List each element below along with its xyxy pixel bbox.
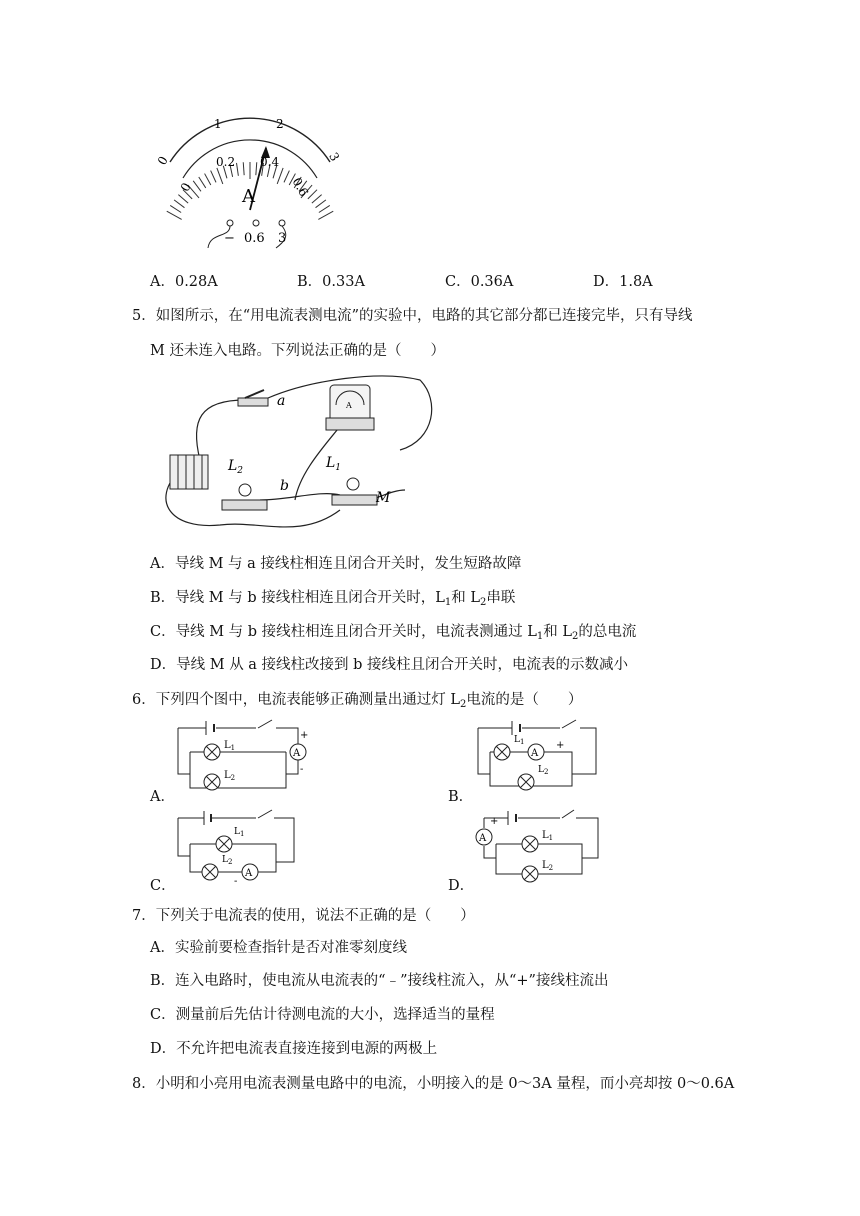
scale-bottom-0.6: 0.6: [289, 175, 312, 199]
dial-tick: [284, 171, 289, 183]
svg-text:L1: $L_1$: [542, 830, 554, 842]
svg-text:+: +: [490, 816, 499, 827]
dial-tick: [174, 200, 184, 208]
q6-option-b[interactable]: B．: [448, 789, 474, 805]
scale-bottom-0.2: 0.2: [216, 155, 236, 169]
q6-stem: 6．下列四个图中，电流表能够正确测量出通过灯 $L_2$电流的是（ ）: [132, 692, 583, 710]
svg-text:L2: $L_2$: [538, 765, 549, 776]
scale-top-3: 3: [326, 150, 343, 164]
dial-tick: [318, 211, 333, 219]
svg-text:-: -: [234, 876, 238, 887]
q4-option-d[interactable]: D．1.8A: [593, 274, 653, 290]
dial-tick: [243, 162, 244, 175]
q5-meter-label: A: [346, 401, 352, 410]
q5-option-a[interactable]: A．导线 M 与 a 接线柱相连且闭合开关时，发生短路故障: [150, 556, 522, 572]
dial-tick: [193, 181, 201, 191]
lamp-l1-label: $L_1$: [326, 455, 342, 473]
q6-option-c[interactable]: C．: [150, 878, 176, 894]
q5-option-d[interactable]: D．导线 M 从 a 接线柱改接到 b 接线柱且闭合开关时，电流表的示数减小: [150, 657, 629, 673]
terminal-minus: −: [224, 231, 235, 246]
circuit-b-meter: A: [531, 748, 539, 759]
circuit-a-meter: A: [293, 748, 301, 759]
circuit-c-meter: A: [245, 868, 253, 879]
dial-tick: [199, 177, 206, 188]
q5-option-c[interactable]: C．导线 M 与 b 接线柱相连且闭合开关时，电流表测通过 $L_1$和 $L_2$的总电流: [150, 624, 637, 642]
dial-tick: [312, 195, 322, 204]
q7-option-c[interactable]: C．测量前后先估计待测电流的大小，选择适当的量程: [150, 1007, 495, 1023]
circuit-d: [470, 806, 610, 886]
circuit-b: [476, 716, 626, 796]
dial-tick: [217, 168, 223, 184]
terminal-0.6: 0.6: [244, 231, 265, 246]
svg-text:L2: $L_2$: [222, 855, 233, 866]
q5-option-b[interactable]: B．导线 M 与 b 接线柱相连且闭合开关时，$L_1$和 $L_2$串联: [150, 590, 516, 608]
dial-tick: [256, 162, 257, 175]
q7-option-b[interactable]: B．连入电路时，使电流从电流表的“﹣”接线柱流入，从“+”接线柱流出: [150, 973, 609, 989]
scale-bottom-0: 0: [177, 180, 194, 194]
terminal-3: 3: [278, 231, 287, 246]
dial-tick: [205, 174, 211, 185]
dial-tick: [170, 205, 181, 212]
ammeter-dial-figure: [150, 110, 360, 260]
circuit-c: [176, 806, 306, 886]
q6-option-a[interactable]: A．: [150, 789, 175, 805]
q4-option-b[interactable]: B．0.33A: [297, 274, 365, 290]
dial-tick: [178, 195, 188, 204]
lamp-l2-label: $L_2$: [228, 458, 244, 476]
svg-text:+: +: [300, 730, 309, 741]
scale-top-2: 2: [276, 117, 284, 131]
unit-label: A: [242, 186, 255, 207]
q7-stem: 7．下列关于电流表的使用，说法不正确的是（ ）: [132, 908, 475, 924]
q7-option-a[interactable]: A．实验前要检查指针是否对准零刻度线: [150, 940, 407, 956]
q7-option-d[interactable]: D．不允许把电流表直接连接到电源的两极上: [150, 1041, 438, 1057]
q4-option-a[interactable]: A．0.28A: [150, 274, 218, 290]
scale-top-0: 0: [154, 153, 171, 168]
q8-stem: 8．小明和小亮用电流表测量电路中的电流，小明接入的是 0～3A 量程，而小亮却按 0～0.6A: [132, 1076, 735, 1092]
dial-tick: [277, 168, 283, 184]
q5-stem-line2: M 还未连入电路。下列说法正确的是（ ）: [150, 343, 445, 359]
circuit-a: [176, 716, 316, 796]
terminal-b-label: b: [280, 478, 289, 494]
q5-stem-line1: 5．如图所示，在“用电流表测电流”的实验中，电路的其它部分都已连接完毕，只有导线: [132, 308, 693, 324]
scale-top-1: 1: [214, 117, 222, 131]
circuit-d-meter: A: [479, 833, 487, 844]
svg-text:L1: $L_1$: [224, 740, 236, 752]
q4-option-c[interactable]: C．0.36A: [445, 274, 514, 290]
wire-m-label: M: [376, 490, 391, 506]
dial-tick: [316, 200, 326, 208]
svg-text:L1: $L_1$: [234, 827, 245, 838]
svg-text:L2: $L_2$: [542, 860, 554, 872]
svg-text:+: +: [556, 740, 565, 751]
svg-text:-: -: [300, 764, 304, 775]
dial-tick: [167, 211, 182, 219]
dial-tick: [319, 205, 330, 212]
q5-circuit-photo: [150, 360, 440, 540]
svg-text:L2: $L_2$: [224, 770, 236, 782]
scale-bottom-0.4: 0.4: [260, 155, 280, 169]
terminal-a-label: a: [277, 393, 286, 409]
dial-tick: [237, 163, 239, 176]
svg-text:L1: $L_1$: [514, 735, 525, 746]
q6-option-d[interactable]: D．: [448, 878, 475, 894]
dial-tick: [211, 171, 216, 183]
